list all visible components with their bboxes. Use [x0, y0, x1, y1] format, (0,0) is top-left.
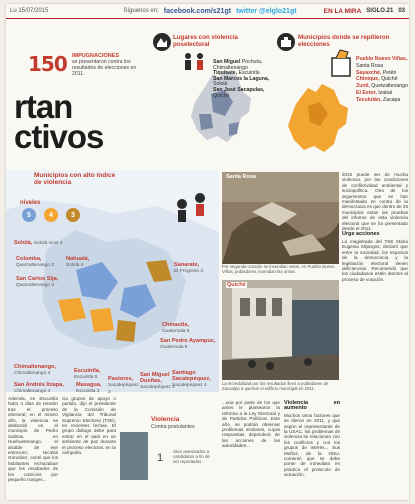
map-label: Masagua, Escuintla 3 — [76, 382, 102, 394]
impugnation-count: 150 — [28, 52, 67, 76]
map-label: San Miguel Dueñas, Sacatepéquez 4 — [140, 372, 175, 390]
voters-icon — [181, 52, 211, 74]
headline — [14, 88, 104, 155]
photo-tag-quiche: Quiché — [227, 282, 246, 288]
map-label: Colomba, Quetzaltenango 3 — [16, 256, 54, 268]
map-label: Sololá, Sololá nivel 4 — [14, 240, 63, 246]
map-label: Chimaltenango, Chimaltenango 4 — [14, 364, 56, 376]
map-label: San Pedro Ayampuc, Guatemala 5 — [160, 338, 216, 350]
paragraph: 2015 puede ser de mucha violencia, por las condiciones de conflictividad ambiental y sociopolítica. Otro de los argumentos que se han manifestado en contra de la democracia es que dentro de 25 municipios están las pruebas del informe de esta violencia electoral que se ha presentado desde el 2011. — [342, 172, 408, 232]
header-rule — [6, 18, 409, 19]
map-label: Pastores, Sacatepéquez 3 — [108, 376, 139, 395]
photo-caption-1: Por segunda ocasión se incendian votos, en Pueblo Nuevo Viñas, pobladores incendian las urnas. — [222, 264, 335, 274]
impugnation-text — [72, 53, 150, 77]
map-label: Santiago Sacatepéquez, Sacatepéquez 4 — [172, 370, 211, 388]
guatemala-map-grey — [151, 32, 271, 182]
article-column-right — [342, 172, 408, 500]
map-label: San Carlos Sija, Quetzaltenango 3 — [16, 276, 59, 288]
article-column-center-right — [284, 400, 340, 500]
follow-text: Síguenos en: — [123, 8, 159, 14]
violence-title: Violencia — [151, 416, 180, 423]
guatemala-map-orange — [276, 32, 409, 182]
map-label: Chinautla, Guatemala 5 — [162, 322, 190, 334]
map-label: San Andrés Itzapa, Chimaltenango 4 — [14, 382, 64, 394]
subhead-urge: Urge acciones — [342, 231, 380, 238]
article-column-mid-2 — [222, 400, 280, 500]
violence-places-title: Lugares con violencia poselectoral — [173, 34, 238, 48]
place-item: San Miguel Pochuta, — [213, 59, 263, 65]
newspaper-page — [6, 4, 409, 500]
place-item: Chimaltenango — [213, 64, 248, 71]
list-item: El Estor, Izabal — [356, 89, 393, 96]
level-4-badge: 4 — [44, 208, 58, 222]
violence-places-box — [151, 32, 271, 182]
headline-line-2: ctivos — [14, 118, 104, 155]
list-item: Sayaxché, Petén — [356, 69, 397, 76]
level-3-badge: 3 — [66, 208, 80, 222]
santa-rosa-photo — [222, 172, 339, 264]
map-label: Sanarate, El Progreso 3 — [174, 262, 204, 274]
impugnation-label: IMPUGNACIONES — [72, 53, 120, 59]
map-label: Escuintla, Escuintla 5 — [74, 368, 101, 380]
place-list — [213, 60, 271, 99]
list-item: Zunil, Quetzaltenango — [356, 83, 408, 90]
twitter-link[interactable]: twitter @elglo21gt — [236, 7, 297, 15]
page-number: 03 — [398, 8, 405, 14]
impugnation-desc: se presentaron contra los resultados de elecciones en 2011. — [72, 59, 137, 77]
paragraph: ...una por parte de los que antes le plantearon la reforma a la Ley Electoral y de Partidos Políticos. Este año, se podrán observar problemas similares, cuyas respuestas dependerá de las acciones de las autoridades... — [222, 400, 280, 449]
article-column-left — [8, 396, 58, 500]
violence-number: 1 — [157, 452, 164, 464]
headline-line-1: rtan — [14, 88, 73, 125]
map-label: Nahualá, Sololá 4 — [66, 256, 90, 268]
repeated-elections-list — [356, 56, 408, 104]
paragraph: La magistrada del TSE María Eugenia Mijangos, declaró que entre la sociedad, los espacios de la democracia y la legislación electoral tienen deficiencias. Recomendó que los ciudadanos estén atentos al proceso de votación. — [342, 238, 408, 282]
facebook-link[interactable]: facebook.com/s21gt — [163, 7, 232, 15]
list-item: Teculután, Zacapa — [356, 96, 401, 103]
page-header — [6, 4, 409, 18]
place-item: San Marcos la Laguna, Sololá — [213, 75, 270, 88]
place-item: Tiquisate, Escuintla — [213, 70, 260, 77]
paragraph: Además, en Escuintla hubo 4 días de tensión tras el proceso electoral; en el mismo año, la violencia se desbordó en el municipio de Pedro Salinas, en Huehuetenango, el alcalde de ese entonces; Nicolás González, contó que los habitantes rechazaban que los resultados de los comicios por pequeño margen... — [8, 396, 58, 483]
level-5-badge: 5 — [22, 208, 36, 222]
levels-label: niveles — [20, 200, 41, 206]
section-name: SIGLO.21 — [366, 8, 394, 14]
violence-map-title: Municipios con alto índice de violencia — [34, 172, 116, 186]
violence-subtitle: Contra postulantes — [151, 424, 195, 430]
repeated-elections-title: Municipios donde se repitieron elecciones — [298, 34, 390, 48]
bottom-photo — [120, 432, 148, 480]
date-label: Lu 15/07/2015 — [10, 8, 49, 14]
list-item: Pueblo Nuevo Viñas, Santa Rosa — [356, 56, 408, 69]
place-item: San José Sacapulas, Quiché — [213, 86, 265, 99]
quiche-photo — [222, 280, 339, 380]
photo-caption-2: La incredulidad por los resultados llevó a pobladores de Zacualpa a quemar el edificio municipal en 2011. — [222, 381, 329, 391]
violence-text: cites asesinados a candidatos a fin de ser reportados — [173, 449, 210, 464]
repeated-elections-box — [276, 32, 409, 182]
subhead-violence: Violencia en aumento — [284, 400, 340, 412]
violence-box — [151, 416, 219, 500]
article-column-mid-1 — [62, 396, 116, 500]
photo-tag-santa-rosa: Santa Rosa — [226, 174, 256, 180]
section-label: EN LA MIRA — [323, 7, 362, 15]
paragraph: Muchos otros factores que se dieron en 2011, y que según el representante de la USAC, los problemas de violencia se relacionan con los conflictos y con los grupos de interés... Sus Muñoz, de la ONU, comentó que se debe poner de inmediato en práctica el protocolo de actuación. — [284, 412, 340, 478]
list-item: Chinique, Quiché — [356, 76, 398, 83]
paragraph: cia grupos de apoyo o partido, dijo el presidente de la Comisión de Vigilancia del Tribunal Supremo Electoral (TSE), en recientes fechas. El grupo diálogo debe para entrar en el país en un ambiente de paz durante el proceso electoral, en la campaña. — [62, 396, 116, 456]
